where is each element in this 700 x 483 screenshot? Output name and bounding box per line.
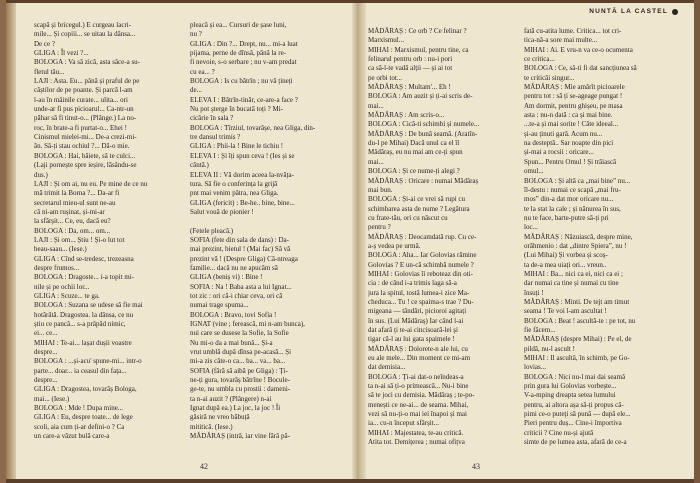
text-line: și-mai a rocsii : oricare... <box>524 148 594 157</box>
text-line: seama ! Te voi l-am ascultat ! <box>524 307 607 316</box>
text-line: GLIGA : Scuze... te ga. <box>34 291 100 300</box>
text-line: MĂDĂRAȘ : Ce orb ? Ce felinar ? <box>368 27 467 35</box>
text-line: cheduca... Tu ! ce spaima-s trae ? Du- <box>368 297 474 306</box>
text-line: BOLOGA : Și ce nume-ți alegi ? <box>368 167 460 176</box>
text-line: MIHAI : Te-ai... lașat dușii voastre <box>34 338 132 347</box>
text-line: tot zic : ori că-i chiar ceva, ori că <box>190 291 283 300</box>
text-line: BOLOGA : Bravo, tovi Sofia ! <box>190 310 277 319</box>
text-line: orăhmenio : dat „dintre Spiera”, nu ! <box>524 241 627 250</box>
text-line: cicărie în sala ? <box>190 114 234 123</box>
text-line: un care-a văzut bulă care-a <box>34 432 110 441</box>
text-line: BOLOGA : Mde ! Dupa mine... <box>34 404 124 413</box>
text-line: ei... ce... <box>34 329 58 338</box>
text-line: felinarul pentru orb : nu-i pori <box>368 55 453 64</box>
text-line: ...te-a și mai sorite ! Câte ideeal... <box>524 120 619 129</box>
text-line: simte de pe lumea asta, afară de ce-a <box>524 438 627 447</box>
text-line: MĂDĂRAȘ : Deocamdată rup. Cu ce- <box>368 232 477 241</box>
text-line: familie... dacă nu ne apucăm să <box>190 263 278 272</box>
text-line: și-au ținuti gară. Acum nu... <box>524 129 603 138</box>
text-line: asta : nu-n dată : ca și mai bine. <box>524 111 613 120</box>
text-line: fi nevoie, s-o serbare ; nu v-am predat <box>190 58 297 67</box>
text-line: mai bun. <box>368 185 393 194</box>
text-line: MĂDĂRAȘ : De bună seamă. (Aratîn- <box>368 129 478 138</box>
text-line: MĂDĂRAȘ : Mie amărît picioarele <box>524 83 625 92</box>
text-line: pleacă și ea... Cursuri de șase luni, <box>190 21 287 29</box>
right-page-column-1 <box>368 27 516 447</box>
text-line: dus.) <box>34 170 48 179</box>
text-line: MIHAI : Il ascultă, în schimb, pe Go- <box>524 354 630 363</box>
text-line: omul... <box>524 167 544 176</box>
text-line: l-au în mâinile curate... ulita... ori <box>34 95 128 104</box>
text-line: BOLOGA : Da, om... om... <box>34 226 111 235</box>
text-line: GLIGA : Phii-la ! Bine le tichiu ! <box>190 142 284 151</box>
text-line: BOLOGA : Hai, băiete, să te culci... <box>34 151 136 160</box>
text-line: ăn. Să-ți stau ochiul ?... Dă-o mie. <box>34 142 130 151</box>
text-line: lovias... <box>524 363 546 372</box>
text-line: prezint vă ! (Despre Gliga) Că-ntreaga <box>190 254 298 263</box>
text-line: Spun... Pentru Omul ! Și trăiască <box>524 157 617 166</box>
text-line: tigar că-l au lui gata spaimele ! <box>368 335 455 344</box>
text-line: MIHAI : Marxismul, pentru tine, ca <box>368 45 469 54</box>
text-line: pnt mai venim pătra, nea Gliga. <box>190 189 279 198</box>
text-line: MIHAI : Golovias îi reboteaz din oti- <box>368 269 473 278</box>
text-line: na desteptă.. Sar noapte din pici <box>524 139 614 148</box>
text-line: De ce ? <box>34 39 55 48</box>
text-line: MIHAI : Ai. E vru-n va ce-o ocumenta <box>524 45 633 54</box>
right-page-number: 43 <box>472 462 480 471</box>
text-line: dat demisia... <box>368 363 406 372</box>
text-line: SOFIA : Na ! Baba asta a lui Ignat... <box>190 282 292 291</box>
text-line: BOLOGA : Aha... Iar Golovias rămine <box>368 251 477 260</box>
text-line: nu ? <box>190 30 202 39</box>
text-line: hotărâtă. Dragostea. la dânsa, ce nu <box>34 310 134 319</box>
text-line: ta n-ai auzit ? (Plângere) n-ai <box>190 394 272 403</box>
text-line: (Fetele pleacă.) <box>190 226 234 235</box>
text-line: (Laji pornește spre ieșire, lăsându-se <box>34 161 137 170</box>
text-line: secretarul mieu-ul sunt ne-au <box>34 198 116 207</box>
text-line: BOLOGA : Beat ! ascultă-te : pe tot, nu <box>524 316 636 325</box>
text-line: pijama, perne de dînsă, până la re- <box>190 49 287 58</box>
running-head: NUNTĂ LA CASTEL <box>589 8 668 15</box>
text-line: ca să-l-te vadă alții — și ai tot <box>368 64 453 73</box>
left-page-column-2 <box>190 21 338 441</box>
left-page-number: 42 <box>200 462 208 471</box>
text-line: cu frate-tău, ori cu născut cu <box>368 213 448 222</box>
text-line: menești ce ne-ai... de seama. Mihai, <box>368 400 469 409</box>
text-line: îl-destu : numai ce scapă „mai fru- <box>524 185 621 194</box>
text-line: că ni-am rușinat, și-mi-ar <box>34 207 105 216</box>
text-line: unde-ar fi pus picioarul... Ca-ntr-un <box>34 105 134 114</box>
text-line: Atita tot. Demițerea ; numai ofițva <box>368 438 465 447</box>
text-line: vrut umblă după dînsa pe-acasă... Și <box>190 348 292 357</box>
text-line: ELEVA I : Bătrîn-tinăr, ce-are-a face ? <box>190 95 298 104</box>
text-line: GLIGA (beniș vi) : Bine ! <box>190 273 263 282</box>
running-head-bullet <box>672 9 678 15</box>
text-line: Salut vouă de pionier ! <box>190 207 254 216</box>
text-line: pentru tot : să ți se-ageage pungat ! <box>524 92 623 101</box>
text-line: beau-saau... (Iese.) <box>34 245 87 254</box>
text-line: în sus. (Lui Mădăraș) Iar când l-ai <box>368 316 464 325</box>
text-line: mă trimit la Borna ?... Da-ar fi <box>34 189 120 198</box>
text-line: te la stat la cale ; și nănurea în sus, <box>524 204 621 213</box>
text-line: schimbarea asta de nume ? Legătura <box>368 204 470 213</box>
text-line: IGNAT (vine ; ferească, mi n-am bunca), <box>190 320 305 328</box>
text-line: MĂDĂRAȘ (intră, iar vine fără pă- <box>190 432 290 441</box>
left-page <box>14 3 358 479</box>
text-line: la sfârșit... Ce, eu, dacă eu? <box>34 217 111 226</box>
text-line: tre dansul trimis ? <box>190 133 241 142</box>
text-line: GLIGA (fericit) : Be-he.. bine, bine... <box>190 198 295 207</box>
text-line: te criticăi singur... <box>524 73 575 82</box>
text-line: (Lui Mihai) Și vorbea și scoș- <box>524 251 608 260</box>
text-line: despre... <box>34 348 58 357</box>
text-line: parte... doar... ia ceasul din fața... <box>34 366 127 375</box>
text-line: BOLOGA : Dragoste... i-a topit mi- <box>34 273 134 282</box>
text-line: tura. Să fie o conferința la grijă <box>190 179 278 188</box>
text-line: ta de-a mea uiați ori... vreun.. <box>524 260 607 269</box>
text-line: ce critica... <box>524 55 555 64</box>
text-line: BOLOGA : Va să zică, asta săce-a su- <box>34 58 141 67</box>
text-line: BOLOGA : Am auzit și ți-ai scris de- <box>368 92 473 101</box>
text-line: LAJI : Și om ai, nu eu. Pe mine de ce nu <box>34 179 148 188</box>
book-spread <box>6 3 694 479</box>
text-line: pildă, nu-l ascult ! <box>524 344 575 353</box>
text-line: jura la spitul, tostă lumea-i zice Ma- <box>368 288 470 297</box>
text-line <box>190 217 338 226</box>
text-line: ia... cu-n început sfârșit... <box>368 419 439 428</box>
text-line: fie făcem... <box>524 326 556 334</box>
text-line: BOLOGA : Is cu bătrîn ; nu vă țineți <box>190 77 293 86</box>
text-line: V-a-mping dreapta setea lumului <box>524 391 616 400</box>
text-line: mos” din-a dat mor oricare nu... <box>524 195 614 204</box>
text-line: BOLOGA : ...și-acu' spune-mi... intr-o <box>34 357 142 366</box>
text-line: de... <box>190 86 202 95</box>
text-line: SOFIA (fete din sala de dans) : Da- <box>190 235 289 244</box>
text-line: cia : de când i-a trimis laga să-a <box>368 279 457 288</box>
text-line: BOLOGA : Și-ai ce vrei să rupi cu <box>368 195 466 204</box>
text-line: Cinismul mielei-mi... De-a crezi-mi- <box>34 133 137 142</box>
text-line: loc... <box>524 223 538 232</box>
text-line: prin gura lui Golovias vorbește... <box>524 382 617 391</box>
text-line: pe orbi tot... <box>368 73 403 82</box>
text-line: nui care se dusese la Sofie, la Sofie <box>190 329 289 338</box>
text-line: MĂDĂRAȘ : Năzuiască, despre mine, <box>524 232 633 241</box>
right-page-column-2 <box>524 27 676 447</box>
text-line: eu ale mele... Din moment ce mi-am <box>368 354 471 363</box>
text-line: Am dormit, pentru ghișeu, pe masa <box>524 101 623 110</box>
text-line: știu ce pancă... s-a prăpăd nimic, <box>34 320 126 328</box>
text-line: vezi să nu-ți-o mai iei înapoi și mai <box>368 410 467 419</box>
text-line: a-ș vedea pe urmă. <box>368 241 421 250</box>
text-line: criticii ? Cine nu-și ajută <box>524 428 594 437</box>
text-line: numai trage spuma... <box>190 301 249 310</box>
text-line: LAJI : Asta. Eu... până și praful de pe <box>34 77 140 86</box>
text-line: mi-a zis câte-o ca... ba... va... ba... <box>190 357 286 366</box>
text-line: nu te face, barte-putre să-ți pri <box>524 213 609 222</box>
text-line: tica-nă-a sore mai multe... <box>524 36 598 45</box>
text-line: ELEVA I : Și îți spun ceva ! (Ies și se <box>190 151 295 160</box>
text-line: GLIGA : Din ?... Drept, nu... mi-a luat <box>190 39 298 48</box>
text-line: MĂDĂRAȘ : Oricare : numai Mădăraș <box>368 176 479 185</box>
text-line: GLIGA : Eu, despre toate... de lege <box>34 413 133 422</box>
text-line: Nu pot șterge în bucată toți ? Mi- <box>190 105 283 114</box>
text-line: fletul tău... <box>34 67 65 76</box>
text-line: du-l pe Mihai) Dacă unul ca el îl <box>368 139 460 148</box>
text-line: mai... (Iese.) <box>34 394 70 403</box>
text-line: BOLOGA : Ți-ai dat-o neîndeas-a <box>368 372 464 381</box>
text-line: pentru ? <box>368 223 391 232</box>
text-line: MĂDĂRAȘ : Multam'... Eh ! <box>368 83 451 92</box>
text-line: ne-ți gura, tovarăș bătrîne ! Bocule- <box>190 376 290 385</box>
text-line: păhar să fi tinut-o... (Plânge.) La no- <box>34 114 137 123</box>
text-line: mile... Și copiii... se uitau la dânsa... <box>34 30 136 39</box>
text-line: Ignat după ea.) La joc, la joc ! Îi <box>190 404 281 413</box>
text-line: însuți ! <box>524 288 544 297</box>
text-line: Marxismul... <box>368 36 404 45</box>
text-line: roc, în brate-a fi purtat-o... Ehei ! <box>34 123 127 132</box>
text-line: migeana — tândări, picioroi agitați <box>368 307 467 316</box>
text-line: mai... <box>368 157 384 166</box>
text-line: GLIGA : Îl vezi ?... <box>34 49 89 58</box>
text-line: MIHAI : Majestatea, te-au critică. <box>368 428 464 437</box>
text-line: BOLOGA : Suzana se udese să fie mai <box>34 301 143 310</box>
text-line: MIHAI : Ba... nici ca ei, nici ca ei ; <box>524 269 623 278</box>
book-cover-right-edge <box>694 0 700 483</box>
text-line: mai prezint, bietul ! (Mai fac) Să vă <box>190 245 291 254</box>
text-line: pentru, ai altora așa să-ți propus câ- <box>524 400 624 409</box>
text-line: SOFIA (fără să aibă pe Gliga) : Ți- <box>190 366 288 375</box>
text-line: cântă.) <box>190 161 209 170</box>
text-line: ta n-ai să ți-o primească... Nu-i bine <box>368 382 469 391</box>
text-line: căștilor de pe poante. Și parcă l-am <box>34 86 133 95</box>
right-page <box>362 3 694 479</box>
text-line: GLIGA : Dragostea, tovarăș Bologa, <box>34 385 137 394</box>
text-line: despre... <box>34 376 58 385</box>
text-line: Pieri pentru duș... Cine-i împortiva <box>524 419 622 428</box>
text-line: MĂDĂRAȘ : Dolorete-n ale lui, cu <box>368 344 468 353</box>
text-line: BOLOGA : Tîrziul, tovarășe, nea Gliga, din- <box>190 123 316 132</box>
text-line: scoli, aia cum ți-ar defini-o ? Ca <box>34 422 125 431</box>
text-line: BOLOGA : Ce, să-ti fi dat sancțiunea să <box>524 64 637 73</box>
text-line: Mădăraș, eu nu mai am ce-ți spun <box>368 148 463 157</box>
text-line: MĂDĂRAȘ : Minti. De tejt am timut <box>524 297 630 306</box>
text-line: nile și pe ochii lor... <box>34 282 90 291</box>
text-line: dat afară ți te-ai cincisoară-lei și <box>368 326 458 334</box>
text-line: BOLOGA : Cică-ti schimbi și numele... <box>368 120 480 129</box>
text-line: să te joci cu demisia. Mădăraș ; te-po- <box>368 391 475 400</box>
text-line: cu ea... ? <box>190 67 215 76</box>
text-line: GLIGA : Cînd se-tredesc, trezeasna <box>34 254 134 263</box>
text-line: ge-te, nu umbla cu prostii : dameni- <box>190 385 291 394</box>
left-page-column-1 <box>34 21 182 441</box>
text-line: Nu mi-o da a mai bună... Și-a <box>190 338 273 347</box>
text-line: ELEVA II : Vă dorim aceea la-nvăța- <box>190 170 294 179</box>
text-line: Golovias ? E un-că schimbă numele ? <box>368 260 474 269</box>
text-line: dar numai ca tine și numai cu tine <box>524 279 619 288</box>
text-line: despre frumos... <box>34 263 80 272</box>
text-line: LAJI : Și om... Știu ! Și-o lut tot <box>34 235 125 244</box>
text-line: fată cu-atita lume. Critica... tot cri- <box>524 27 622 35</box>
text-line: mai... <box>368 101 384 110</box>
text-line: găsiră ne vreo băbuță <box>190 413 250 422</box>
text-line: MĂDĂRAȘ (despre Mihai) : Pe el, de <box>524 335 632 344</box>
text-line: pimi ce-o puteți să pună — după ele... <box>524 410 631 419</box>
text-line: BOLOGA : Nici nu-l mai dai seamă <box>524 372 626 381</box>
text-line: MĂDĂRAȘ : Am scris-o... <box>368 111 445 120</box>
text-line: scapă și bricegul.) E curgeau lacri- <box>34 21 132 29</box>
text-line: BOLOGA : Și altă ca „mai bine” nu... <box>524 176 631 185</box>
text-line: mititică. (Iese.) <box>190 422 233 431</box>
